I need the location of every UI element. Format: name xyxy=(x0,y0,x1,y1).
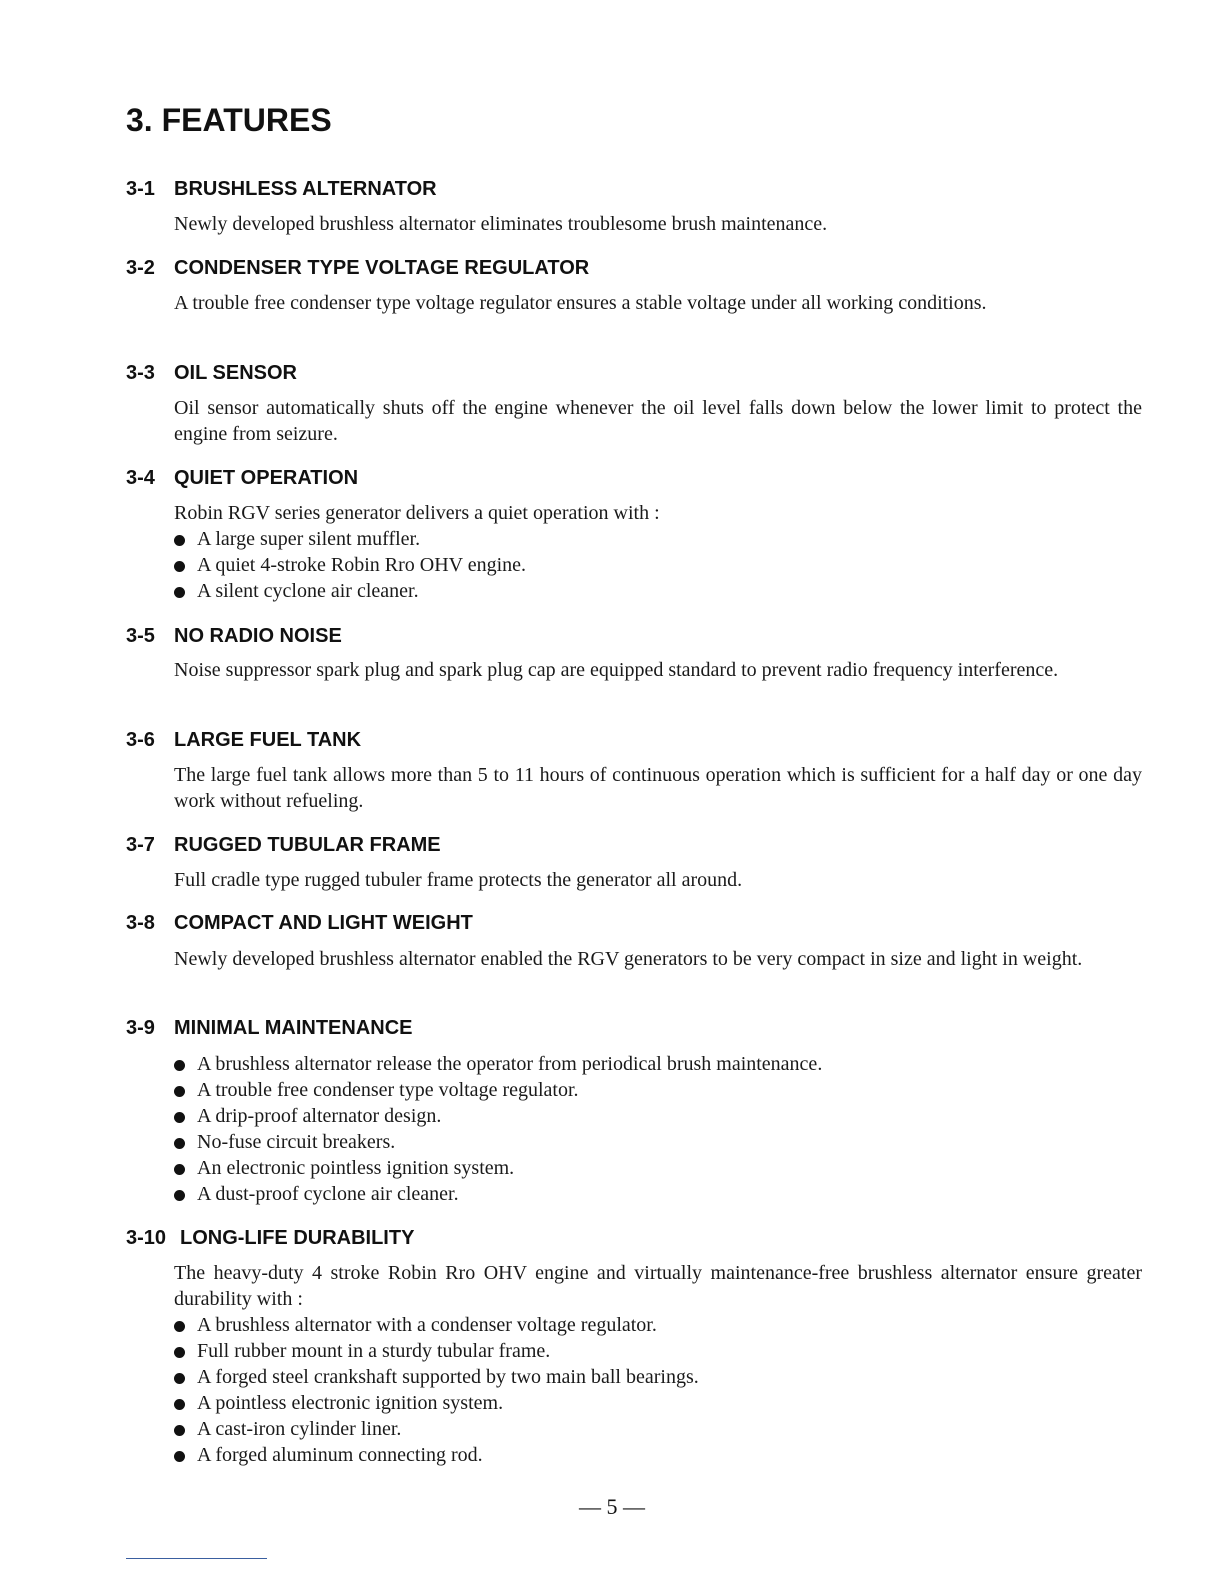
list-item: A forged steel crankshaft supported by two main ball bearings. xyxy=(174,1364,1142,1390)
section-number: 3-10 xyxy=(126,1227,167,1249)
list-item: A forged aluminum connecting rod. xyxy=(174,1442,1142,1468)
list-item: A trouble free condenser type voltage regulator. xyxy=(174,1077,1142,1103)
bullet-icon xyxy=(174,1060,185,1071)
bullet-icon xyxy=(174,1399,185,1410)
list-item: An electronic pointless ignition system. xyxy=(174,1155,1142,1181)
section-title: MINIMAL MAINTENANCE xyxy=(174,1017,413,1039)
bullet-icon xyxy=(174,1190,185,1201)
section-title: QUIET OPERATION xyxy=(174,467,359,489)
bullet-icon xyxy=(174,1112,185,1123)
section-heading-quiet-operation xyxy=(126,465,358,491)
bullet-icon xyxy=(174,1086,185,1097)
section-paragraph: Newly developed brushless alternator enabled the RGV generators to be very compact in size and light in weight. xyxy=(174,948,1083,970)
section-number: 3-8 xyxy=(126,912,155,934)
list-item: A cast-iron cylinder liner. xyxy=(174,1416,1142,1442)
section-title: COMPACT AND LIGHT WEIGHT xyxy=(174,912,473,934)
section-title: NO RADIO NOISE xyxy=(174,625,342,647)
list-item: A drip-proof alternator design. xyxy=(174,1103,1142,1129)
section-heading-condenser-regulator xyxy=(126,255,589,281)
section-paragraph: Full cradle type rugged tubuler frame protects the generator all around. xyxy=(174,869,743,891)
bullet-list xyxy=(174,1051,1142,1207)
bullet-icon xyxy=(174,1451,185,1462)
page-title: 3. FEATURES xyxy=(126,102,332,138)
list-item: Full rubber mount in a sturdy tubular frame. xyxy=(174,1338,1142,1364)
section-heading-rugged-frame xyxy=(126,832,441,858)
section-heading-large-fuel-tank xyxy=(126,727,361,753)
section-title: CONDENSER TYPE VOLTAGE REGULATOR xyxy=(174,257,590,279)
section-paragraph: A trouble free condenser type voltage regulator ensures a stable voltage under all working conditions. xyxy=(174,292,987,314)
bullet-list xyxy=(174,1312,1142,1468)
section-number: 3-2 xyxy=(126,257,155,279)
section-number: 3-3 xyxy=(126,362,155,384)
bullet-icon xyxy=(174,535,185,546)
bullet-list xyxy=(174,526,1142,604)
list-item: A pointless electronic ignition system. xyxy=(174,1390,1142,1416)
section-title: LARGE FUEL TANK xyxy=(174,729,362,751)
section-paragraph: The large fuel tank allows more than 5 to 11 hours of continuous operation which is sufficient for a half day or one day work without refueling. xyxy=(174,764,1142,812)
bullet-icon xyxy=(174,1347,185,1358)
section-paragraph: Noise suppressor spark plug and spark plug cap are equipped standard to prevent radio frequency interference. xyxy=(174,659,1059,681)
list-item: A brushless alternator with a condenser voltage regulator. xyxy=(174,1312,1142,1338)
bullet-icon xyxy=(174,1373,185,1384)
section-title: RUGGED TUBULAR FRAME xyxy=(174,834,441,856)
section-heading-long-life-durability xyxy=(126,1225,414,1251)
section-number: 3-6 xyxy=(126,729,155,751)
section-number: 3-1 xyxy=(126,178,155,200)
bullet-icon xyxy=(174,561,185,572)
list-item: No-fuse circuit breakers. xyxy=(174,1129,1142,1155)
list-item: A quiet 4-stroke Robin Rro OHV engine. xyxy=(174,552,1142,578)
section-heading-minimal-maintenance xyxy=(126,1015,413,1041)
section-number: 3-4 xyxy=(126,467,155,489)
section-paragraph: The heavy-duty 4 stroke Robin Rro OHV engine and virtually maintenance-free brushless alternator ensure greater durability with : xyxy=(174,1262,1142,1310)
bullet-icon xyxy=(174,1138,185,1149)
bullet-icon xyxy=(174,587,185,598)
section-heading-compact-light xyxy=(126,910,473,936)
section-title: OIL SENSOR xyxy=(174,362,297,384)
section-title: BRUSHLESS ALTERNATOR xyxy=(174,178,437,200)
section-heading-oil-sensor xyxy=(126,360,297,386)
list-item: A dust-proof cyclone air cleaner. xyxy=(174,1181,1142,1207)
list-item: A silent cyclone air cleaner. xyxy=(174,578,1142,604)
bullet-icon xyxy=(174,1321,185,1332)
section-title: LONG-LIFE DURABILITY xyxy=(180,1227,415,1249)
footer-rule xyxy=(126,1558,267,1559)
bullet-icon xyxy=(174,1164,185,1175)
section-paragraph: Oil sensor automatically shuts off the engine whenever the oil level falls down below the lower limit to protect the engine from seizure. xyxy=(174,397,1142,445)
page-number: — 5 — xyxy=(579,1494,645,1519)
section-number: 3-7 xyxy=(126,834,155,856)
section-paragraph: Newly developed brushless alternator eliminates troublesome brush maintenance. xyxy=(174,213,828,235)
section-paragraph: Robin RGV series generator delivers a quiet operation with : xyxy=(174,502,660,524)
section-number: 3-9 xyxy=(126,1017,155,1039)
section-number: 3-5 xyxy=(126,625,155,647)
section-heading-no-radio-noise xyxy=(126,623,342,649)
section-heading-brushless-alternator xyxy=(126,176,437,202)
bullet-icon xyxy=(174,1425,185,1436)
list-item: A large super silent muffler. xyxy=(174,526,1142,552)
list-item: A brushless alternator release the operator from periodical brush maintenance. xyxy=(174,1051,1142,1077)
